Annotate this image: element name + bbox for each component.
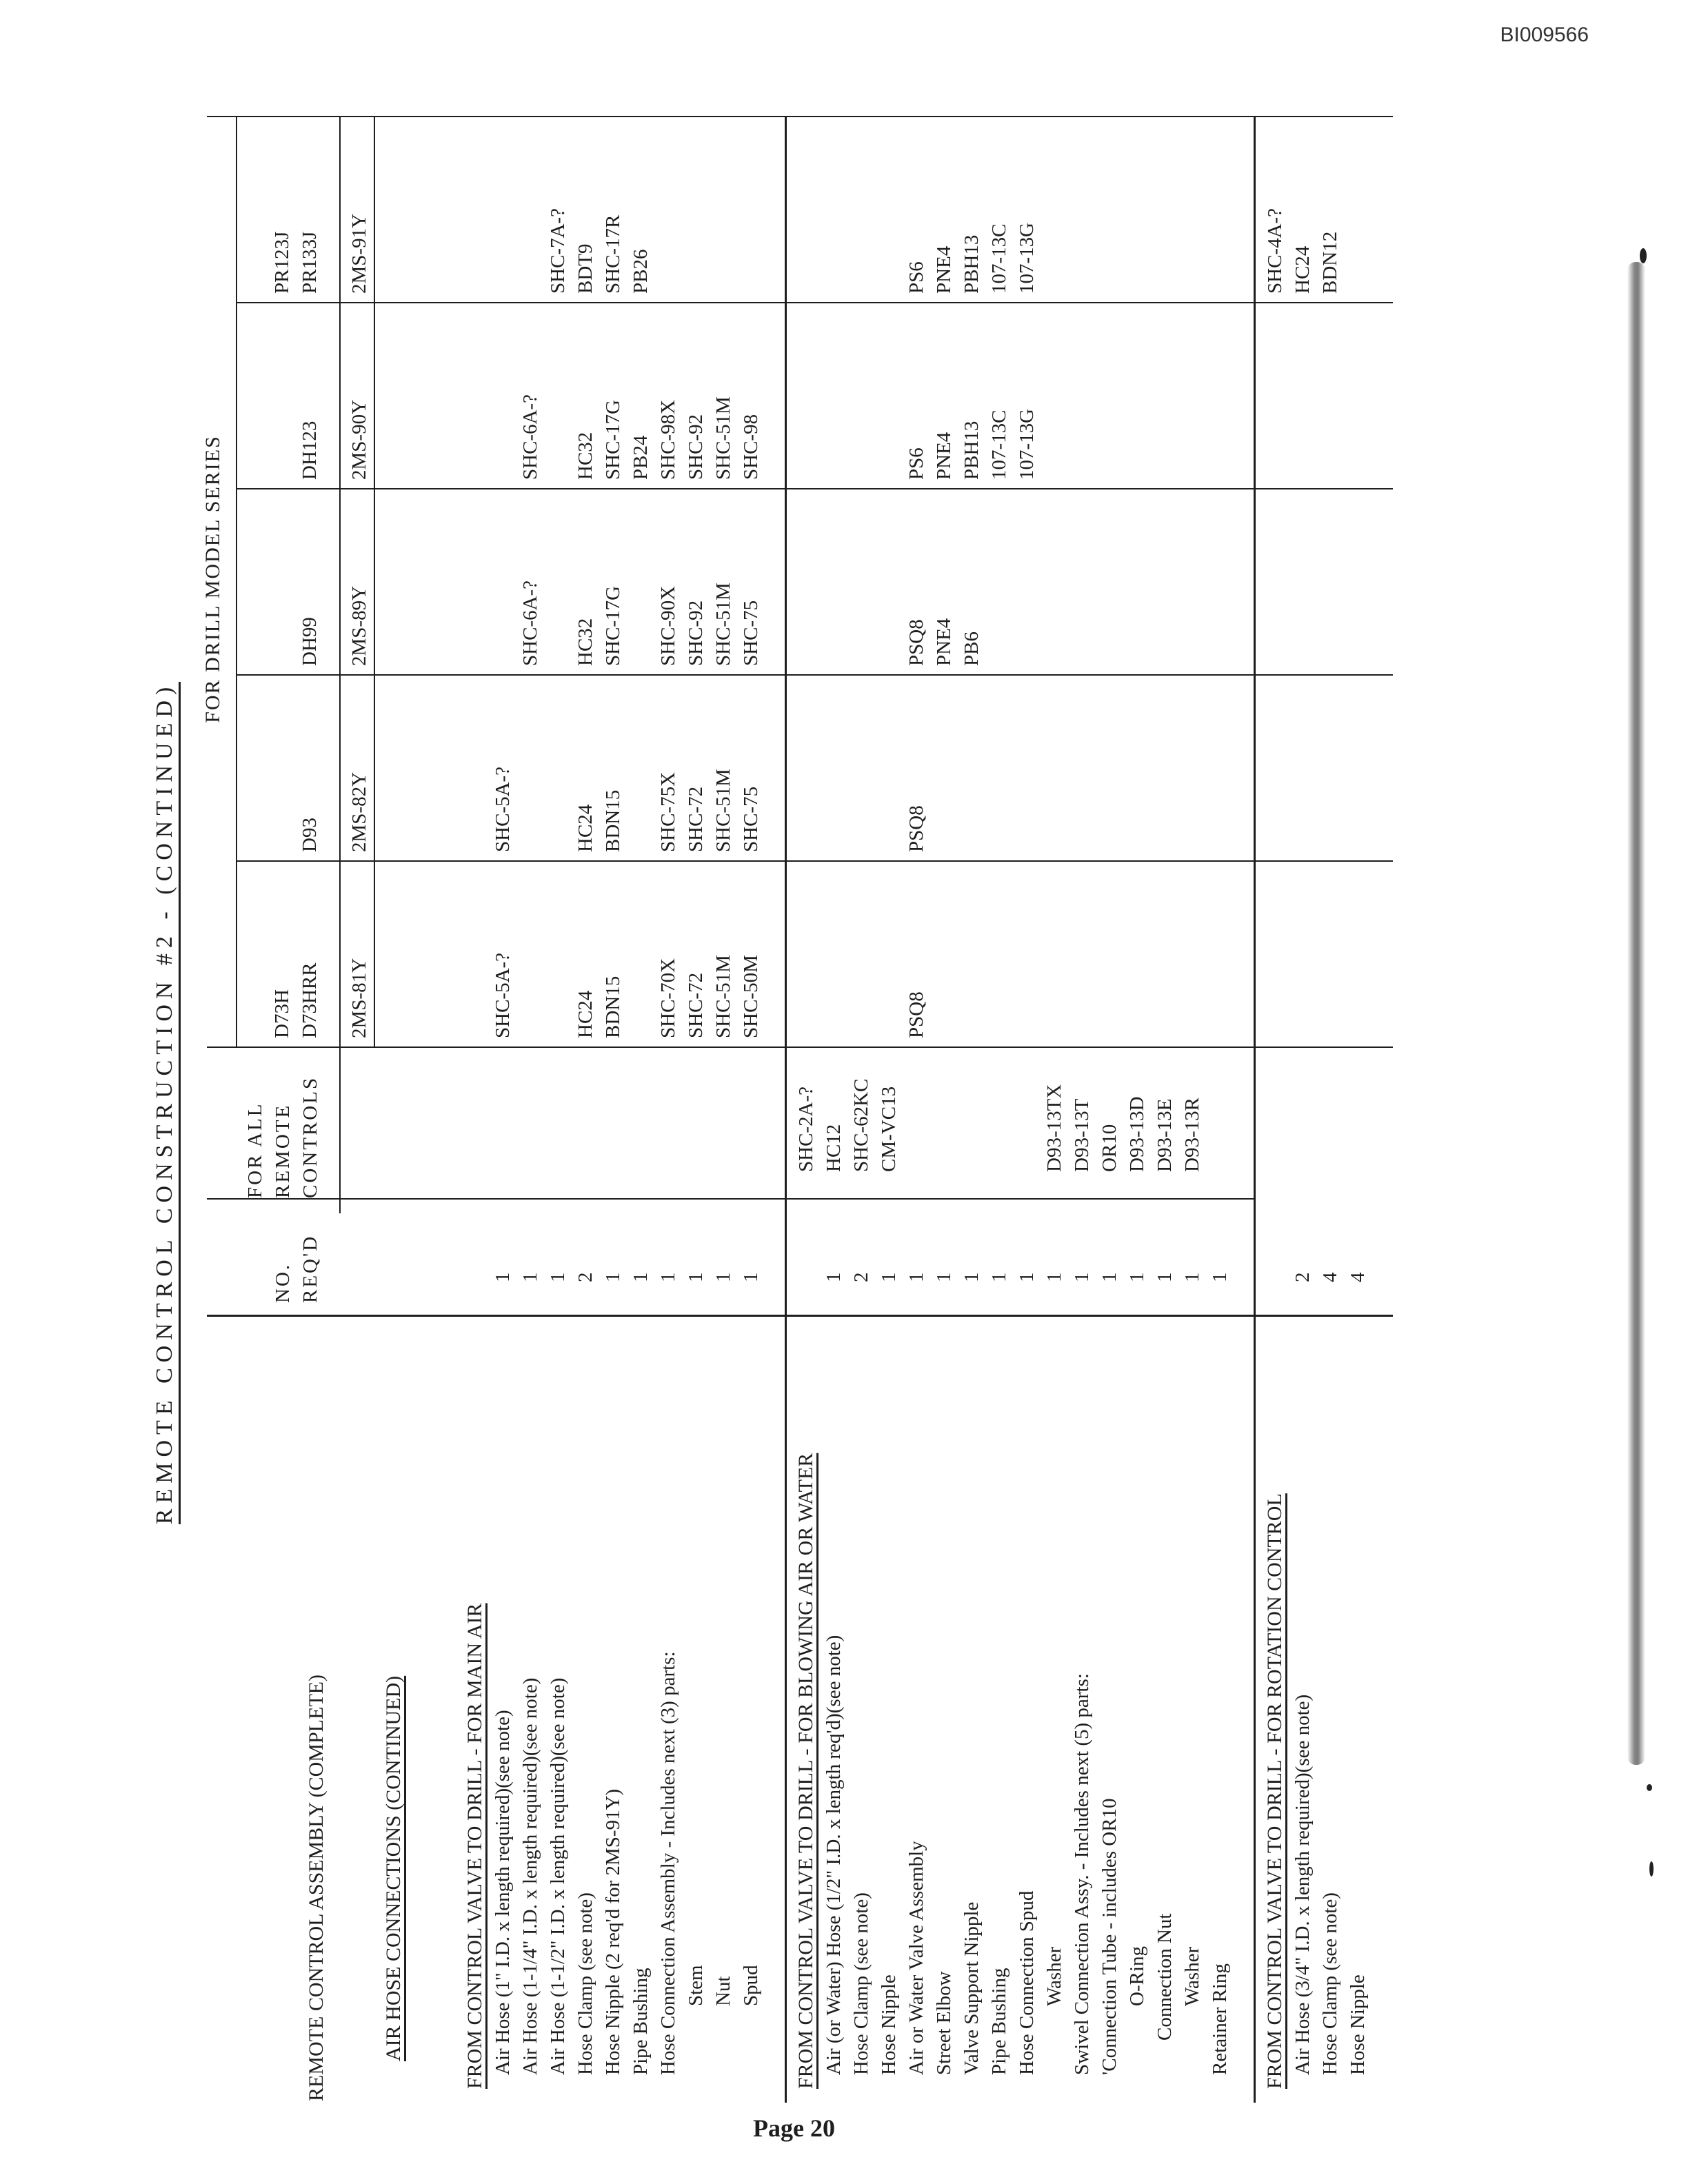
qty-value: 1 [1181,1272,1203,1282]
model-part-number: SHC-90X [657,585,679,666]
model-header-4: DH123 [299,421,321,480]
qty-value: 2 [574,1272,596,1282]
part-description: Air Hose (1-1/4" I.D. x length required)(see note) [519,1677,541,2075]
part-description: 'Connection Tube - includes OR10 [1098,1798,1121,2075]
part-description: Stem [685,1965,707,2006]
header-rule [339,117,341,1213]
all-controls-part: D93-13TX [1043,1084,1065,1172]
part-description: O-Ring [1126,1946,1148,2006]
part-description: Hose Nipple [1347,1974,1369,2075]
right-column-rule [207,116,1393,117]
part-description: Pipe Bushing [988,1968,1010,2075]
qty-value: 1 [685,1272,707,1282]
all-controls-part: OR10 [1098,1124,1121,1172]
qty-value: 1 [547,1272,569,1282]
model-part-number: SHC-51M [712,583,734,666]
model-part-number: SHC-7A-? [547,208,569,294]
qty-value: 1 [961,1272,983,1282]
assembly-number: 2MS-81Y [348,958,370,1038]
part-description: Hose Nipple (2 req'd for 2MS-91Y) [602,1788,624,2075]
model-part-number: SHC-50M [740,955,762,1038]
part-description: Air (or Water) Hose (1/2" I.D. x length req'd)(see note) [823,1635,845,2075]
part-description: Nut [712,1976,734,2006]
qty-value: 1 [712,1272,734,1282]
model-part-number: SHC-75X [657,771,679,852]
model-part-number: SHC-51M [712,955,734,1038]
group-heading: FROM CONTROL VALVE TO DRILL - FOR ROTATION CONTROL [1263,1493,1286,2089]
all-controls-header [241,1060,324,1198]
qty-value: 1 [519,1272,541,1282]
qty-value: 1 [1126,1272,1148,1282]
model-column-rule [207,1046,1393,1048]
part-description: Washer [1181,1946,1203,2006]
model-part-number: PSQ8 [905,619,927,666]
model-part-number: SHC-5A-? [492,766,514,852]
model-part-number: SHC-72 [685,972,707,1038]
group-heading: FROM CONTROL VALVE TO DRILL - FOR MAIN AIR [463,1603,486,2089]
group-heading: FROM CONTROL VALVE TO DRILL - FOR BLOWING AIR OR WATER [794,1453,817,2089]
part-description: Air Hose (1" I.D. x length required)(see note) [492,1710,514,2075]
part-description: Spud [740,1965,762,2006]
part-description: Air or Water Valve Assembly [905,1841,927,2075]
model-column-rule [236,488,1393,489]
part-description: Valve Support Nipple [961,1901,983,2075]
model-part-number: SHC-92 [685,414,707,480]
part-description: Washer [1043,1946,1065,2006]
part-description: Pipe Bushing [630,1968,652,2075]
model-part-number: PNE4 [933,245,955,294]
all-column-rule [207,1198,1254,1200]
model-part-number: SHC-92 [685,600,707,666]
model-header-3: DH99 [299,617,321,666]
rotated-parts-table [138,103,1379,2103]
scan-edge-artifact [1627,262,1645,1765]
model-part-number: PSQ8 [905,805,927,852]
model-part-number: PB26 [630,249,652,294]
group-rule [1254,117,1256,2103]
qty-column-rule [207,1315,1393,1317]
model-part-number: HC24 [1292,245,1314,294]
scan-speck [1647,1784,1652,1791]
model-part-number: SHC-70X [657,958,679,1038]
model-part-number: 107-13G [1016,408,1038,480]
part-description: Street Elbow [933,1971,955,2075]
model-part-number: PNE4 [933,432,955,480]
qty-value: 1 [657,1272,679,1282]
model-part-number: BDT9 [574,243,596,294]
part-description: Hose Clamp (see note) [1319,1892,1341,2075]
model-part-number: SHC-51M [712,396,734,480]
all-controls-part: SHC-2A-? [795,1086,817,1172]
qty-value: 4 [1319,1272,1341,1282]
model-part-number: HC24 [574,990,596,1038]
assembly-number: 2MS-89Y [348,585,370,666]
model-column-rule [236,860,1393,862]
model-part-number: SHC-17R [602,214,624,294]
model-part-number: HC32 [574,432,596,480]
part-description: Connection Nut [1154,1913,1176,2041]
all-header-line: CONTROLS [299,1075,321,1198]
qty-value: 2 [1292,1272,1314,1282]
qty-value: 1 [823,1272,845,1282]
qty-value: 4 [1347,1272,1369,1282]
qty-header-line: NO. [272,1262,294,1303]
model-header-2: D93 [299,818,321,852]
part-description: Hose Connection Assembly - Includes next (3) parts: [657,1651,679,2075]
qty-value: 1 [630,1272,652,1282]
part-description: Air Hose (3/4" I.D. x length required)(see note) [1292,1694,1314,2075]
qty-value: 1 [1043,1272,1065,1282]
model-part-number: BDN15 [602,789,624,852]
qty-value: 1 [1209,1272,1231,1282]
model-header-5: PR133J [299,231,321,294]
model-part-number: SHC-17G [602,399,624,480]
model-part-number: HC24 [574,804,596,852]
model-part-number: BDN15 [602,975,624,1038]
part-description: Hose Clamp (see note) [850,1892,872,2075]
part-description: Hose Nipple [878,1974,900,2075]
all-controls-part: SHC-62KC [850,1078,872,1172]
model-column-rule [236,302,1393,303]
model-part-number: PSQ8 [905,991,927,1038]
qty-value: 1 [1154,1272,1176,1282]
model-part-number: SHC-75 [740,600,762,666]
model-part-number: SHC-51M [712,769,734,852]
model-part-number: SHC-5A-? [492,952,514,1038]
model-part-number: PS6 [905,261,927,294]
all-controls-part: D93-13D [1126,1096,1148,1172]
qty-value: 1 [933,1272,955,1282]
qty-header [269,1206,324,1303]
series-header: FOR DRILL MODEL SERIES [201,435,224,723]
qty-value: 1 [1016,1272,1038,1282]
all-controls-part: D93-13R [1181,1098,1203,1172]
qty-value: 2 [850,1272,872,1282]
assembly-number: 2MS-82Y [348,771,370,852]
model-part-number: SHC-72 [685,786,707,852]
qty-value: 1 [492,1272,514,1282]
model-part-number: SHC-98 [740,414,762,480]
page-title: REMOTE CONTROL CONSTRUCTION #2 - (CONTINUED) [152,117,178,2089]
qty-value: 1 [988,1272,1010,1282]
model-part-number: HC32 [574,618,596,666]
model-header-5: PR123J [271,231,293,294]
model-part-number: PB6 [961,631,983,666]
all-controls-part: D93-13T [1071,1098,1093,1172]
part-description: Air Hose (1-1/2" I.D. x length required)(see note) [547,1677,569,2075]
qty-value: 1 [905,1272,927,1282]
model-part-number: SHC-17G [602,585,624,666]
scan-speck [1640,248,1647,263]
qty-value: 1 [740,1272,762,1282]
assembly-header: REMOTE CONTROL ASSEMBLY (COMPLETE) [305,1675,328,2101]
section-title: AIR HOSE CONNECTIONS (CONTINUED) [382,1675,405,2061]
all-controls-part: HC12 [823,1124,845,1172]
all-header-line: FOR ALL [244,1102,266,1198]
part-description: Swivel Connection Assy. - Includes next (5) parts: [1071,1673,1093,2075]
model-header-1: D73H [271,989,293,1038]
assembly-number: 2MS-91Y [348,213,370,294]
model-part-number: BDN12 [1319,231,1341,294]
model-part-number: SHC-75 [740,786,762,852]
page-number: Page 20 [753,2114,835,2142]
model-part-number: 107-13C [988,223,1010,294]
series-rule [236,117,237,1048]
qty-value: 1 [878,1272,900,1282]
model-part-number: 107-13G [1016,222,1038,294]
model-column-rule [236,674,1393,676]
part-description: Hose Clamp (see note) [574,1892,596,2075]
model-part-number: PBH13 [961,421,983,480]
group-rule [785,117,787,2103]
all-controls-part: D93-13E [1154,1098,1176,1172]
qty-header-line: REQ'D [299,1234,321,1303]
model-part-number: SHC-4A-? [1264,208,1286,294]
assembly-rule [374,117,375,1048]
scan-speck [1649,1861,1654,1877]
part-description: Hose Connection Spud [1016,1890,1038,2075]
qty-value: 1 [1071,1272,1093,1282]
model-part-number: PB24 [630,435,652,480]
all-header-line: REMOTE [272,1103,294,1198]
model-part-number: PNE4 [933,618,955,666]
all-controls-part: CM-VC13 [878,1086,900,1172]
model-part-number: 107-13C [988,410,1010,480]
model-part-number: SHC-98X [657,399,679,480]
model-part-number: SHC-6A-? [519,580,541,666]
part-description: Retainer Ring [1209,1963,1231,2075]
document-id: BI009566 [1500,23,1589,46]
model-part-number: PBH13 [961,234,983,294]
qty-value: 1 [602,1272,624,1282]
qty-value: 1 [1098,1272,1121,1282]
model-header-1: D73HRR [299,962,321,1038]
model-part-number: PS6 [905,447,927,480]
assembly-number: 2MS-90Y [348,399,370,480]
model-part-number: SHC-6A-? [519,394,541,480]
